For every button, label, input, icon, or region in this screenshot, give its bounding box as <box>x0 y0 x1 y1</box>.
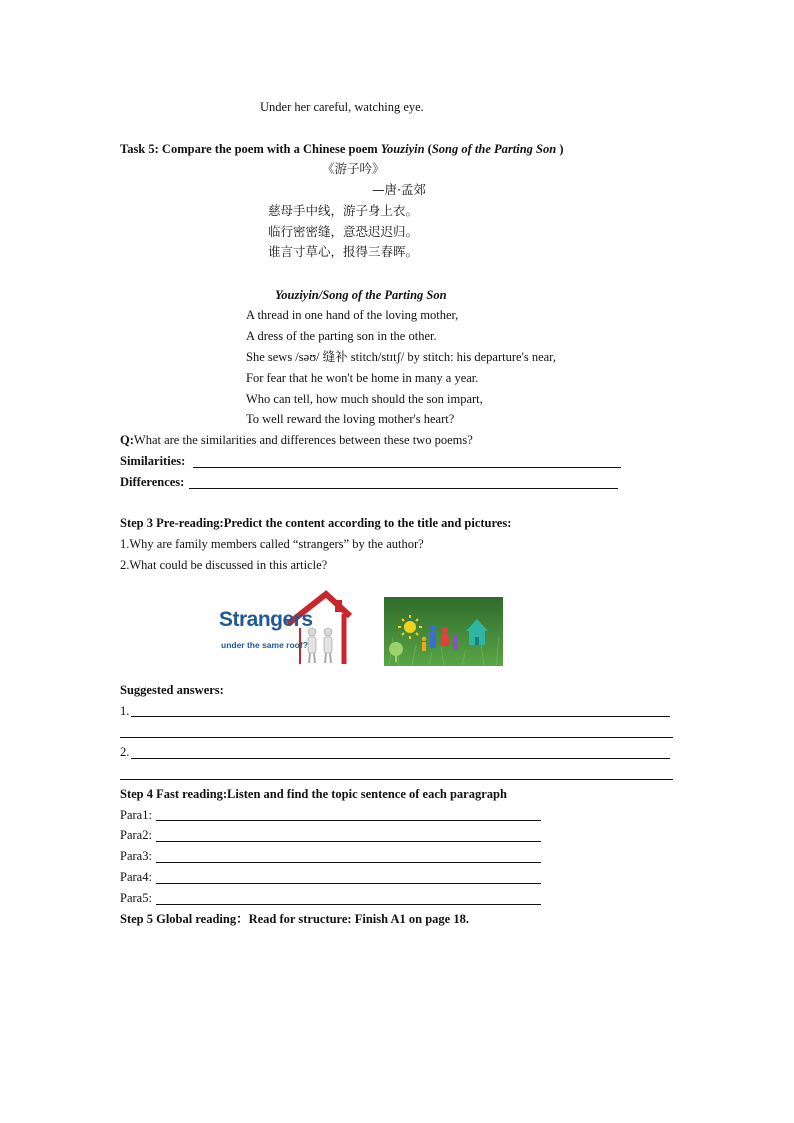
step4-heading: Step 4 Fast reading:Listen and find the topic sentence of each paragraph <box>120 787 507 801</box>
suggested-answers-label: Suggested answers: <box>120 683 224 697</box>
para1-answer-line[interactable] <box>156 820 541 821</box>
chinese-poem-title: 《游子吟》 <box>322 161 385 176</box>
task5-label: Task 5: <box>120 142 159 156</box>
chinese-poem-line: 慈母手中线，游子身上衣。 <box>268 203 419 218</box>
differences-label: Differences: <box>120 475 185 489</box>
task5-heading <box>120 141 563 157</box>
step3-heading: Step 3 Pre-reading:Predict the content according to the title and pictures: <box>120 516 512 530</box>
task5-paren-close: ) <box>559 142 564 156</box>
step3-question-1: 1.Why are family members called “strangers” by the author? <box>120 537 424 551</box>
similarities-label: Similarities: <box>120 454 186 468</box>
chinese-poem-line: 临行密密缝，意恐迟迟归。 <box>268 224 419 239</box>
strangers-word: Strangers <box>219 608 313 631</box>
question-text: What are the similarities and differences between these two poems? <box>133 433 473 447</box>
para-label: Para5: <box>120 891 152 905</box>
english-poem-line: For fear that he won't be home in many a year. <box>246 371 479 385</box>
answer-1-extra-line[interactable] <box>120 737 673 738</box>
family-cutout-illustration <box>384 597 503 666</box>
task5-prefix: Compare the poem with a Chinese poem <box>161 142 378 156</box>
task5-poem-name: Youziyin <box>380 142 425 156</box>
english-poem-line: Who can tell, how much should the son impart, <box>246 392 483 406</box>
para-label: Para2: <box>120 828 152 842</box>
answer-2-extra-line[interactable] <box>120 779 673 780</box>
english-poem-line: A dress of the parting son in the other. <box>246 329 437 343</box>
task5-paren-open: ( <box>427 142 432 156</box>
para4-answer-line[interactable] <box>156 883 541 884</box>
strangers-picture <box>216 588 352 666</box>
answer-2-number: 2. <box>120 745 130 759</box>
english-poem-line: To well reward the loving mother's heart? <box>246 412 455 426</box>
chinese-poem-author: —唐·孟郊 <box>372 182 426 197</box>
para3-answer-line[interactable] <box>156 862 541 863</box>
step5-heading: Step 5 Global reading：Read for structure: Finish A1 on page 18. <box>120 912 469 926</box>
family-grass-picture <box>384 597 503 666</box>
poem-last-line: Under her careful, watching eye. <box>260 100 424 114</box>
para-label: Para4: <box>120 870 152 884</box>
strangers-caption: under the same roof? <box>221 640 308 650</box>
english-poem-line: She sews /səʊ/ 缝补 stitch/stɪtʃ/ by stitch: his departure's near, <box>246 350 556 364</box>
task5-english-title: Song of the Parting Son <box>431 142 557 156</box>
question-label: Q: <box>120 433 134 447</box>
english-poem-title: Youziyin/Song of the Parting Son <box>275 288 447 302</box>
chinese-poem-line: 谁言寸草心，报得三春晖。 <box>268 244 419 259</box>
similarities-answer-line[interactable] <box>193 467 621 468</box>
step3-question-2: 2.What could be discussed in this article? <box>120 558 328 572</box>
para-label: Para3: <box>120 849 152 863</box>
answer-1-line[interactable] <box>131 716 670 717</box>
para-label: Para1: <box>120 808 152 822</box>
para5-answer-line[interactable] <box>156 904 541 905</box>
answer-1-number: 1. <box>120 704 130 718</box>
english-poem-line: A thread in one hand of the loving mother, <box>246 308 459 322</box>
differences-answer-line[interactable] <box>189 488 618 489</box>
answer-2-line[interactable] <box>131 758 670 759</box>
question <box>120 432 473 448</box>
para2-answer-line[interactable] <box>156 841 541 842</box>
